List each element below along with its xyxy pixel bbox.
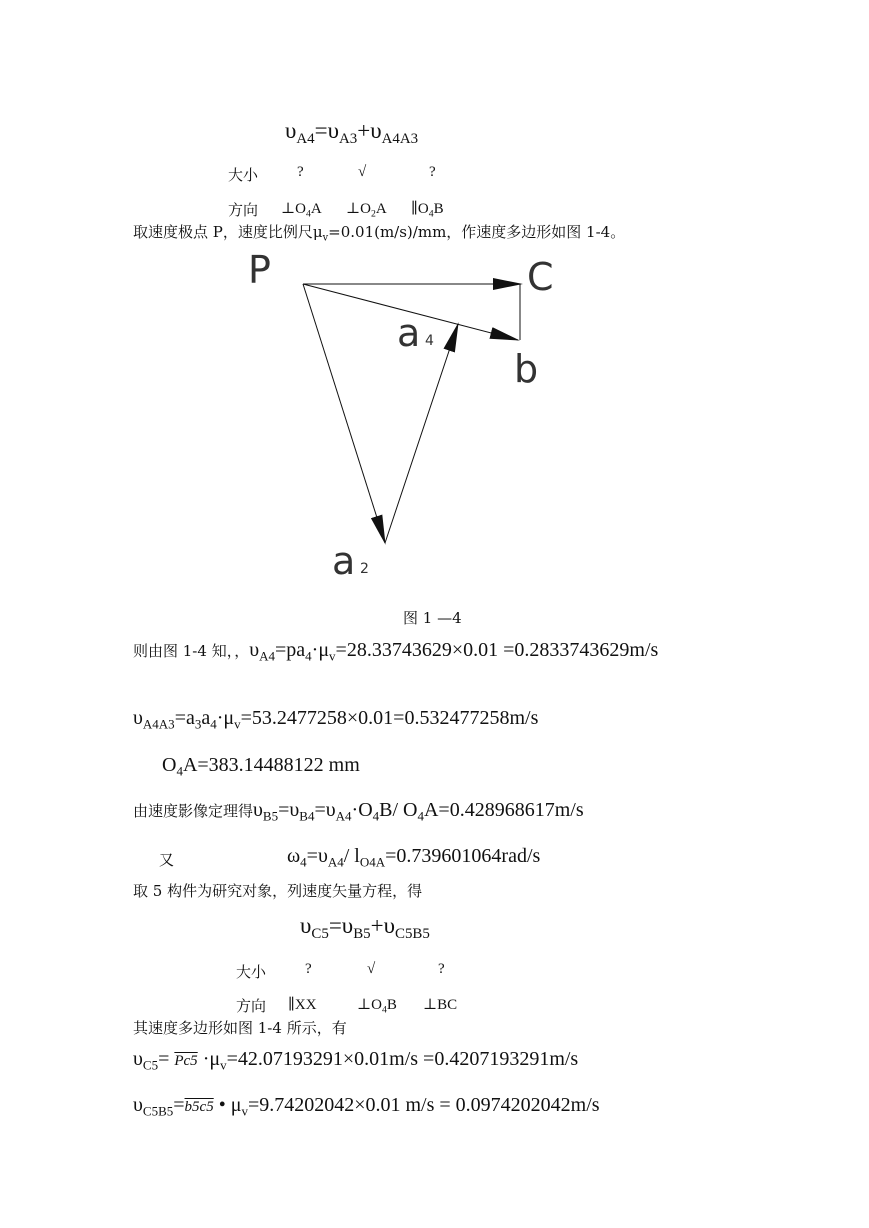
table1-dir-label: 方向 xyxy=(228,201,259,219)
line-va4a3: $\upsilon_{A4A3}=a_3a_4\cdot\mu_v=53.2477258\times 0.01=0.532477258m/s$ xyxy=(133,707,539,732)
table1-size-3: ? xyxy=(429,164,436,180)
eq1-b-sub: A4A3 xyxy=(381,131,419,148)
line-vb5: 由速度影像定理得$\upsilon_{B5}=\upsilon_{B4}=\upsilon_{A4}\cdot O_4B/$ $O_4A=0.428968617m/s$ xyxy=(133,799,584,824)
table2-size-label: 大小 xyxy=(236,963,267,981)
eq1-eq: =υ xyxy=(314,118,340,143)
eq1-lhs-sub: A4 xyxy=(296,131,315,148)
figure-caption: 图 1 —4 xyxy=(403,609,462,627)
table1-dir-2: $\perp O_2A$ xyxy=(346,201,387,220)
table1-dir-1: $\perp O_4A$ xyxy=(281,201,322,220)
table2-dir-label: 方向 xyxy=(236,997,267,1015)
line-you: 又 xyxy=(159,851,175,869)
equation-vc5: $\upsilon_{C5}=\upsilon_{B5}+\upsilon_{C5B5}$ xyxy=(300,913,430,943)
pole-scale-line: 取速度极点 P，速度比例尺$\mu_v=0.01(m/s)/mm$，作速度多边形如图 1-4。 xyxy=(133,223,626,244)
table2-size-1: ? xyxy=(305,961,312,977)
table1-size-1: ? xyxy=(297,164,304,180)
label-a4-sub: 4 xyxy=(425,333,434,349)
line-vc5: $\upsilon_{C5}= Pc5 \cdot\mu_v=42.07193291\times 0.01m/s =0.4207193291m/s$ xyxy=(133,1048,579,1073)
line-component5: 取 5 构件为研究对象，列速度矢量方程，得 xyxy=(133,882,423,900)
line-polygon-note: 其速度多边形如图 1-4 所示，有 xyxy=(133,1019,347,1037)
table1-size-2: √ xyxy=(358,164,367,180)
eq1-lhs: υ xyxy=(285,118,297,143)
eq1-plus: +υ xyxy=(357,118,382,143)
vector-pa2 xyxy=(303,284,385,543)
label-b: b xyxy=(514,347,539,391)
table2-size-2: √ xyxy=(367,961,376,977)
label-c: C xyxy=(527,255,554,299)
table1-dir-3: $\parallel O_4B$ xyxy=(411,201,444,220)
label-p: P xyxy=(248,248,271,292)
table2-dir-3: ⊥BC xyxy=(423,997,458,1013)
table2-dir-2: $\perp O_4B$ xyxy=(357,997,397,1016)
line-omega4: $\omega_4=\upsilon_{A4}/$ $l_{O4A}=0.739601064rad/s$ xyxy=(287,845,541,870)
label-a2-sub: 2 xyxy=(360,561,369,577)
eq1-a-sub: A3 xyxy=(339,131,358,148)
table1-size-label: 大小 xyxy=(228,166,259,184)
table2-size-3: ? xyxy=(438,961,445,977)
line-vc5b5: $\upsilon_{C5B5}=b5c5$ • $\mu_v=9.74202042\times 0.01$ m/s = 0.0974202042m/s xyxy=(133,1094,600,1119)
line-o4a: $O_4A=383.14488122$ mm xyxy=(162,754,360,779)
vector-a2a4 xyxy=(385,324,458,543)
label-a2: a xyxy=(332,539,356,583)
line-va4: 则由图 1-4 知，，$\upsilon_{A4}=pa_4\cdot\mu_v=28.33743629\times 0.01 =0.2833743629m/s$ xyxy=(133,639,659,664)
table2-dir-1: ∥XX xyxy=(288,997,317,1013)
label-a4: a xyxy=(397,311,421,355)
